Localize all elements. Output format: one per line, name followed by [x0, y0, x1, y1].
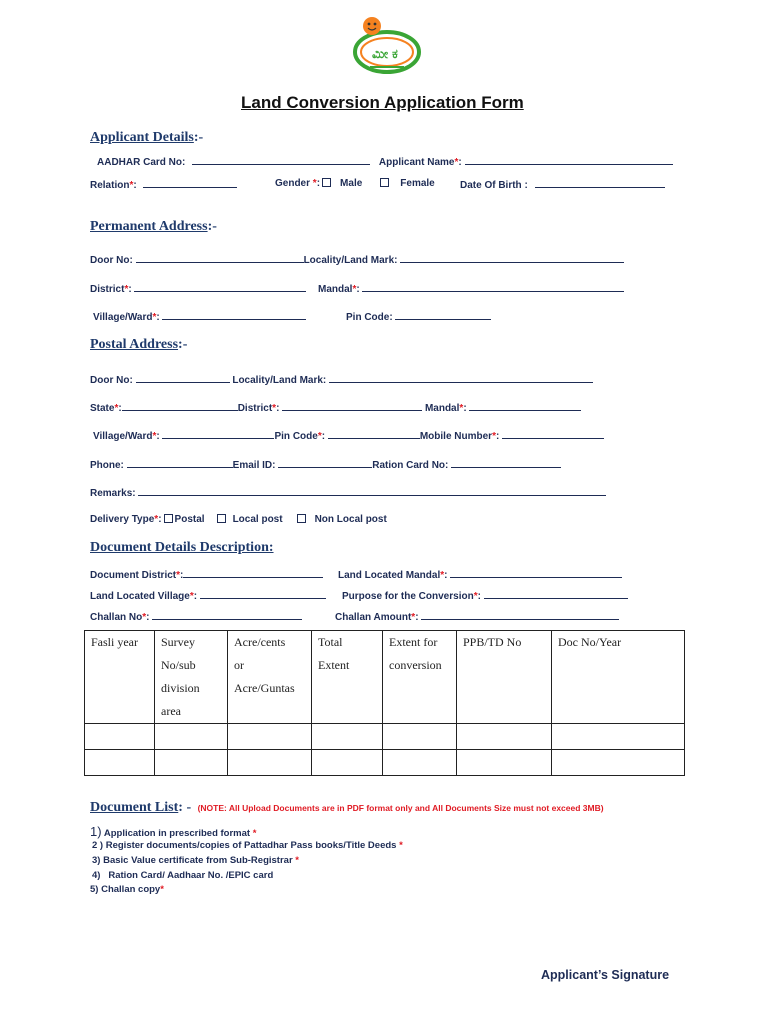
local-post-checkbox[interactable] [217, 514, 226, 523]
table-cell[interactable] [383, 724, 457, 750]
door-field[interactable] [136, 373, 230, 383]
challan-amount-field[interactable] [421, 610, 619, 620]
postal-address-heading-text: Postal Address [90, 337, 179, 352]
pin-label: Pin Code [274, 431, 318, 442]
applicant-details-heading-text: Applicant Details [90, 130, 194, 145]
doc-district-label: Document District [90, 570, 177, 581]
land-village-field[interactable] [200, 589, 326, 599]
challan-no-field[interactable] [152, 610, 302, 620]
mobile-field[interactable] [502, 429, 604, 439]
village-field[interactable] [162, 310, 306, 320]
land-village-label: Land Located Village [90, 591, 190, 602]
challan-amount-row: Challan Amount*: [335, 610, 619, 623]
doc-district-field[interactable] [183, 568, 323, 578]
delivery-label: Delivery Type [90, 514, 155, 525]
header-line: division [161, 681, 200, 695]
mandal-field[interactable] [469, 401, 581, 411]
header-line: area [161, 704, 181, 718]
aadhar-row: AADHAR Card No: Applicant Name*: [97, 155, 673, 168]
logo-icon [350, 14, 424, 76]
required-mark: * [124, 284, 129, 295]
district-label: District [90, 284, 125, 295]
male-checkbox[interactable] [322, 178, 331, 187]
locality-field[interactable] [400, 253, 624, 263]
locality-label: Locality/Land Mark: [303, 255, 398, 266]
upload-note: (NOTE: All Upload Documents are in PDF format only and All Documents Size must not exceed 3MB) [197, 803, 604, 813]
village-label: Village/Ward [93, 431, 153, 442]
land-village-row: Land Located Village*: [90, 589, 326, 602]
email-label: Email ID: [232, 460, 276, 471]
table-header-cell [155, 631, 228, 724]
pin-field[interactable] [328, 429, 420, 439]
dob-field[interactable] [535, 178, 665, 188]
required-mark: * [152, 431, 157, 442]
table-row [85, 750, 685, 776]
male-label: Male [340, 178, 363, 189]
door-field[interactable] [136, 253, 304, 263]
document-details-heading-text: Document Details Description: [90, 540, 274, 555]
table-cell[interactable] [228, 750, 312, 776]
svg-text:ಮೀ: ಮೀ [372, 47, 389, 62]
challan-no-row: Challan No*: [90, 610, 302, 623]
relation-label: Relation [90, 180, 130, 191]
header-line: PPB/TD No [463, 635, 522, 649]
table-header-cell [228, 631, 312, 724]
table-cell[interactable] [552, 750, 685, 776]
required-mark: * [492, 431, 496, 442]
table-header-cell [457, 631, 552, 724]
state-label: State [90, 403, 115, 414]
table-cell[interactable] [457, 750, 552, 776]
challan-amount-label: Challan Amount [335, 612, 412, 623]
header-line: Acre/cents [234, 635, 286, 649]
gender-label: Gender [275, 178, 311, 189]
list-item [92, 855, 299, 866]
applicant-name-field[interactable] [465, 155, 673, 165]
mandal-label: Mandal [424, 403, 460, 414]
table-cell[interactable] [85, 750, 155, 776]
email-field[interactable] [278, 458, 372, 468]
mobile-label: Mobile Number [419, 431, 493, 442]
list-item [92, 840, 403, 851]
applicant-signature: Applicant’s Signature [541, 968, 670, 982]
remarks-field[interactable] [138, 486, 606, 496]
aadhar-field[interactable] [192, 155, 370, 165]
table-cell[interactable] [383, 750, 457, 776]
dob-label: Date Of Birth : [460, 180, 528, 191]
table-cell[interactable] [312, 750, 383, 776]
list-text: Register documents/copies of Pattadhar Pass books/Title Deeds [105, 840, 397, 851]
table-cell[interactable] [85, 724, 155, 750]
gender-row: Gender *: Male Female [275, 178, 435, 189]
permanent-village-row: Village/Ward*: [93, 310, 306, 323]
required-mark: * [250, 828, 257, 839]
table-cell[interactable] [457, 724, 552, 750]
table-row [85, 724, 685, 750]
table-cell[interactable] [552, 724, 685, 750]
permanent-address-heading [90, 219, 217, 235]
permanent-door-row [90, 253, 624, 266]
female-label: Female [400, 178, 435, 189]
postal-option-label: Postal [174, 514, 205, 525]
land-mandal-row: Land Located Mandal*: [338, 568, 622, 581]
list-number: 2 ) [92, 840, 104, 851]
svg-text:ಕ: ಕ [392, 47, 398, 62]
permanent-mandal-row: Mandal*: [318, 282, 624, 295]
page-title: Land Conversion Application Form [241, 93, 524, 112]
list-number: 3) [92, 855, 101, 866]
permanent-address-heading-text: Permanent Address [90, 219, 208, 234]
pin-label: Pin Code: [346, 312, 393, 323]
purpose-label: Purpose for the Conversion [342, 591, 474, 602]
header-line: Extent [318, 658, 350, 672]
required-mark: * [459, 403, 464, 414]
list-number: 4) [92, 870, 101, 881]
required-mark: * [176, 570, 181, 581]
required-mark: * [154, 514, 159, 525]
required-mark: * [129, 180, 134, 191]
door-label: Door No: [90, 375, 133, 386]
required-mark: * [272, 403, 277, 414]
local-post-label: Local post [232, 514, 283, 525]
heading-suffix: :- [178, 337, 188, 352]
district-field[interactable] [134, 282, 306, 292]
relation-field[interactable] [143, 178, 237, 188]
table-header-cell [383, 631, 457, 724]
heading-suffix: :- [207, 219, 217, 234]
table-header-cell [85, 631, 155, 724]
mandal-field[interactable] [362, 282, 624, 292]
header-line: No/sub [161, 658, 196, 672]
required-mark: * [317, 431, 322, 442]
table-header-cell [552, 631, 685, 724]
postal-remarks-row [90, 486, 606, 499]
district-label: District [237, 403, 273, 414]
delivery-row: Delivery Type*: Postal Local post Non Local post [90, 514, 387, 525]
document-details-heading [90, 540, 274, 556]
required-mark: * [396, 840, 403, 851]
required-mark: * [189, 591, 194, 602]
postal-door-row [90, 373, 593, 386]
purpose-field[interactable] [484, 589, 628, 599]
header-line: Fasli year [91, 635, 138, 649]
list-number: 5) [90, 884, 99, 895]
list-text: Ration Card/ Aadhaar No. /EPIC card [103, 870, 274, 881]
non-local-post-label: Non Local post [314, 514, 387, 525]
table-cell[interactable] [228, 724, 312, 750]
list-text: Basic Value certificate from Sub-Registrar [103, 855, 293, 866]
required-mark: * [454, 157, 459, 168]
required-mark: * [292, 855, 299, 866]
postal-phone-row [90, 458, 561, 471]
document-list-heading-row [90, 798, 604, 816]
header-line: conversion [389, 658, 442, 672]
required-mark: * [411, 612, 416, 623]
district-field[interactable] [282, 401, 422, 411]
list-text: Application in prescribed format [103, 828, 251, 839]
required-mark: * [142, 612, 147, 623]
land-mandal-label: Land Located Mandal [338, 570, 441, 581]
permanent-district-row: District*: [90, 282, 306, 295]
remarks-label: Remarks: [90, 488, 136, 499]
list-text: Challan copy [101, 884, 161, 895]
required-mark: * [160, 884, 164, 895]
table-cell[interactable] [312, 724, 383, 750]
postal-state-row: State*: District*: Mandal*: [90, 401, 581, 414]
ration-label: Ration Card No: [372, 460, 449, 471]
village-label: Village/Ward [93, 312, 153, 323]
table-cell[interactable] [155, 724, 228, 750]
table-header-cell [312, 631, 383, 724]
permanent-pin-row [346, 310, 491, 323]
postal-address-heading [90, 337, 187, 353]
aadhar-label: AADHAR Card No: [97, 157, 186, 168]
heading-suffix: :- [193, 130, 204, 145]
locality-field[interactable] [329, 373, 593, 383]
list-item [92, 870, 273, 881]
phone-field[interactable] [127, 458, 233, 468]
document-details-table [84, 630, 685, 776]
phone-label: Phone: [90, 460, 124, 471]
list-item [90, 884, 164, 895]
header-line: Doc No/Year [558, 635, 622, 649]
required-mark: * [114, 403, 119, 414]
required-mark: * [440, 570, 445, 581]
list-number: 1) [90, 824, 102, 839]
land-mandal-field[interactable] [450, 568, 622, 578]
header-line: Survey [161, 635, 195, 649]
non-local-post-checkbox[interactable] [297, 514, 306, 523]
postal-checkbox[interactable] [164, 514, 173, 523]
state-field[interactable] [122, 401, 238, 411]
postal-village-row: Village/Ward*: Pin Code*: Mobile Number*: [93, 429, 604, 442]
header-line: or [234, 658, 244, 672]
pin-field[interactable] [395, 310, 491, 320]
list-item [90, 824, 256, 839]
locality-label: Locality/Land Mark: [232, 375, 327, 386]
table-header-row [85, 631, 685, 724]
female-checkbox[interactable] [380, 178, 389, 187]
header-line: Acre/Guntas [234, 681, 295, 695]
ration-field[interactable] [451, 458, 561, 468]
doc-district-row: Document District*: [90, 568, 323, 581]
village-field[interactable] [162, 429, 274, 439]
door-label: Door No: [90, 255, 133, 266]
dob-row [460, 178, 665, 191]
required-mark: * [352, 284, 357, 295]
challan-no-label: Challan No [90, 612, 143, 623]
required-mark: * [312, 178, 317, 189]
header-line: Total [318, 635, 343, 649]
purpose-row: Purpose for the Conversion*: [342, 589, 628, 602]
header-line: Extent for [389, 635, 438, 649]
document-list-heading: Document List [90, 800, 179, 815]
applicant-details-heading [90, 130, 203, 146]
required-mark: * [473, 591, 478, 602]
table-cell[interactable] [155, 750, 228, 776]
applicant-name-label: Applicant Name [378, 157, 455, 168]
relation-row: Relation*: [90, 178, 237, 191]
document-list-sep: : - [178, 800, 192, 815]
mandal-label: Mandal [318, 284, 353, 295]
required-mark: * [152, 312, 157, 323]
